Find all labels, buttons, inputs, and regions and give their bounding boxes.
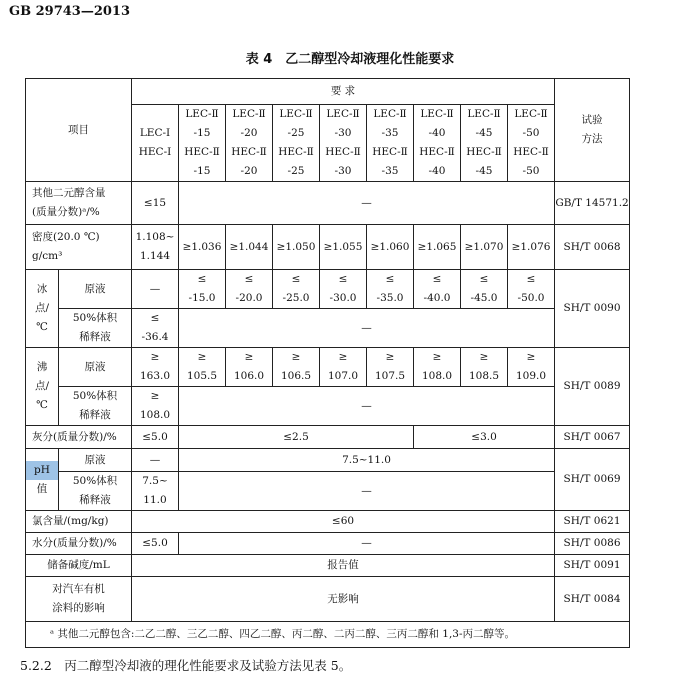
density-value: ≥1.060 [367, 225, 414, 270]
grade-header: LEC-Ⅱ -50 HEC-Ⅱ -50 [508, 105, 555, 182]
water-rest: — [179, 533, 555, 555]
freezing-value: ≤ -25.0 [273, 270, 320, 309]
alkalinity-value: 报告值 [132, 555, 555, 577]
chloride-method: SH/T 0621 [555, 511, 630, 533]
grade-header: LEC-Ⅱ -40 HEC-Ⅱ -40 [414, 105, 461, 182]
boiling-value: ≥ 105.5 [179, 348, 226, 387]
boiling-value: ≥ 108.5 [461, 348, 508, 387]
method-header: 试验 方法 [555, 79, 630, 182]
grade-header: LEC-Ⅰ HEC-Ⅰ [132, 105, 179, 182]
density-value: ≥1.070 [461, 225, 508, 270]
density-value: ≥1.050 [273, 225, 320, 270]
ph-sub-diluted: 50%体积 稀释液 [59, 472, 132, 511]
alkalinity-method: SH/T 0091 [555, 555, 630, 577]
grade-header: LEC-Ⅱ -35 HEC-Ⅱ -35 [367, 105, 414, 182]
freezing-value: ≤ -30.0 [320, 270, 367, 309]
ph-rest: 7.5~11.0 [179, 449, 555, 472]
ash-label: 灰分(质量分数)/% [26, 426, 132, 449]
water-v1: ≤5.0 [132, 533, 179, 555]
ph-method: SH/T 0069 [555, 449, 630, 511]
grade-header: LEC-Ⅱ -30 HEC-Ⅱ -30 [320, 105, 367, 182]
freezing-value: ≤ -50.0 [508, 270, 555, 309]
freezing-method: SH/T 0090 [555, 270, 630, 348]
item-header: 项目 [26, 79, 132, 182]
boiling-dil-rest: — [179, 387, 555, 426]
freezing-sub-diluted: 50%体积 稀释液 [59, 309, 132, 348]
other-glycol-method: GB/T 14571.2 [555, 182, 630, 225]
paint-value: 无影响 [132, 577, 555, 622]
density-value: ≥1.065 [414, 225, 461, 270]
properties-table [25, 78, 630, 648]
freezing-dil-rest: — [179, 309, 555, 348]
boiling-value: ≥ 109.0 [508, 348, 555, 387]
freezing-sub-neat: 原液 [59, 270, 132, 309]
density-label: 密度(20.0 ℃) g/cm³ [26, 225, 132, 270]
alkalinity-label: 储备碱度/mL [26, 555, 132, 577]
boiling-value: ≥ 107.0 [320, 348, 367, 387]
other-glycol-label: 其他二元醇含量 (质量分数)ᵃ/% [26, 182, 132, 225]
requirement-header: 要 求 [132, 79, 555, 105]
grade-header: LEC-Ⅱ -15 HEC-Ⅱ -15 [179, 105, 226, 182]
grade-header: LEC-Ⅱ -45 HEC-Ⅱ -45 [461, 105, 508, 182]
ph-label: pH 值 [26, 449, 59, 511]
density-value: ≥1.076 [508, 225, 555, 270]
ph-sub-neat: 原液 [59, 449, 132, 472]
freezing-value: ≤ -45.0 [461, 270, 508, 309]
freezing-label: 冰 点/ ℃ [26, 270, 59, 348]
freezing-value: ≤ -35.0 [367, 270, 414, 309]
density-value: ≥1.055 [320, 225, 367, 270]
ph-dil-v1: 7.5~ 11.0 [132, 472, 179, 511]
freezing-value: ≤ -40.0 [414, 270, 461, 309]
boiling-sub-neat: 原液 [59, 348, 132, 387]
grade-header: LEC-Ⅱ -25 HEC-Ⅱ -25 [273, 105, 320, 182]
freezing-value: ≤ -15.0 [179, 270, 226, 309]
table-caption: 表 4 乙二醇型冷却液理化性能要求 [245, 52, 455, 67]
density-v1: 1.108~ 1.144 [132, 225, 179, 270]
ph-highlight: pH [26, 461, 58, 480]
density-value: ≥1.036 [179, 225, 226, 270]
ash-v1: ≤5.0 [132, 426, 179, 449]
chloride-label: 氯含量/(mg/kg) [26, 511, 132, 533]
chloride-value: ≤60 [132, 511, 555, 533]
table-footnote: ᵃ 其他二元醇包含:二乙二醇、三乙二醇、四乙二醇、丙二醇、二丙二醇、三丙二醇和 1,3-丙二醇等。 [26, 622, 630, 648]
boiling-v1: ≥ 163.0 [132, 348, 179, 387]
boiling-value: ≥ 106.5 [273, 348, 320, 387]
density-method: SH/T 0068 [555, 225, 630, 270]
boiling-method: SH/T 0089 [555, 348, 630, 426]
freezing-value: ≤ -20.0 [226, 270, 273, 309]
freezing-dil-v1: ≤ -36.4 [132, 309, 179, 348]
freezing-v1: — [132, 270, 179, 309]
other-glycol-v1: ≤15 [132, 182, 179, 225]
standard-code: GB 29743—2013 [9, 4, 131, 19]
boiling-value: ≥ 108.0 [414, 348, 461, 387]
water-label: 水分(质量分数)/% [26, 533, 132, 555]
ash-mid: ≤2.5 [179, 426, 414, 449]
boiling-dil-v1: ≥ 108.0 [132, 387, 179, 426]
section-text: 5.2.2 丙二醇型冷却液的理化性能要求及试验方法见表 5。 [20, 658, 352, 673]
boiling-value: ≥ 106.0 [226, 348, 273, 387]
paint-method: SH/T 0084 [555, 577, 630, 622]
boiling-value: ≥ 107.5 [367, 348, 414, 387]
ash-right: ≤3.0 [414, 426, 555, 449]
boiling-sub-diluted: 50%体积 稀释液 [59, 387, 132, 426]
density-value: ≥1.044 [226, 225, 273, 270]
ph-dil-rest: — [179, 472, 555, 511]
ash-method: SH/T 0067 [555, 426, 630, 449]
water-method: SH/T 0086 [555, 533, 630, 555]
other-glycol-rest: — [179, 182, 555, 225]
grade-header: LEC-Ⅱ -20 HEC-Ⅱ -20 [226, 105, 273, 182]
boiling-label: 沸 点/ ℃ [26, 348, 59, 426]
ph-v1: — [132, 449, 179, 472]
paint-label: 对汽车有机 涂料的影响 [26, 577, 132, 622]
